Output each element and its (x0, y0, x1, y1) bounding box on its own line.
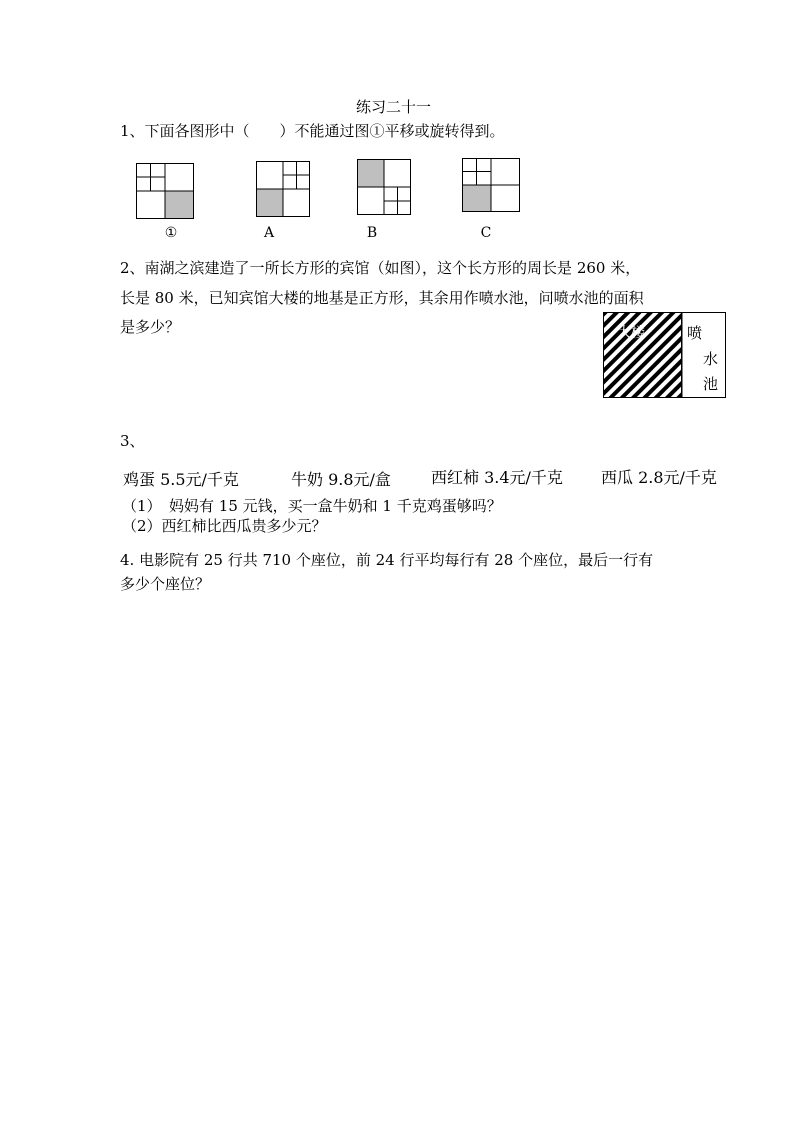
building-label: 大楼 (617, 325, 645, 341)
q2-line-2: 长是 80 米，已知宾馆大楼的地基是正方形，其余用作喷水池，问喷水池的面积 (120, 289, 644, 307)
figure-c-label: C (480, 225, 492, 241)
figure-c (462, 158, 520, 212)
hotel-diagram (603, 312, 726, 398)
figure-1 (136, 163, 194, 219)
q2-line-1: 2、南湖之滨建造了一所长方形的宾馆（如图），这个长方形的周长是 260 米， (120, 259, 641, 277)
figure-a-label: A (263, 225, 275, 241)
q4-line-2: 多少个座位？ (120, 575, 211, 593)
figure-a (256, 161, 310, 217)
figure-b (357, 159, 411, 215)
pool-char-3: 池 (703, 375, 719, 393)
figure-1-label: ① (164, 225, 178, 241)
q3-sub-2: （2）西红柿比西瓜贵多少元？ (122, 517, 327, 535)
price-tomato: 西红柿 3.4元/千克 (431, 468, 563, 487)
pool-char-2: 水 (703, 350, 719, 368)
figure-b-label: B (366, 225, 378, 241)
page-title: 练习二十一 (356, 98, 432, 116)
q1-text: 1、下面各图形中（ ）不能通过图①平移或旋转得到。 (120, 122, 505, 140)
price-watermelon: 西瓜 2.8元/千克 (601, 468, 717, 487)
price-milk: 牛奶 9.8元/盒 (291, 470, 391, 489)
q3-number: 3、 (120, 432, 145, 450)
q4-line-1: 4. 电影院有 25 行共 710 个座位，前 24 行平均每行有 28 个座位，最后一行有 (120, 551, 654, 569)
q3-sub-1: （1） 妈妈有 15 元钱，买一盒牛奶和 1 千克鸡蛋够吗？ (122, 497, 502, 515)
pool-char-1: 喷 (687, 324, 703, 342)
price-eggs: 鸡蛋 5.5元/千克 (123, 470, 239, 489)
q2-line-3: 是多少？ (120, 318, 181, 336)
